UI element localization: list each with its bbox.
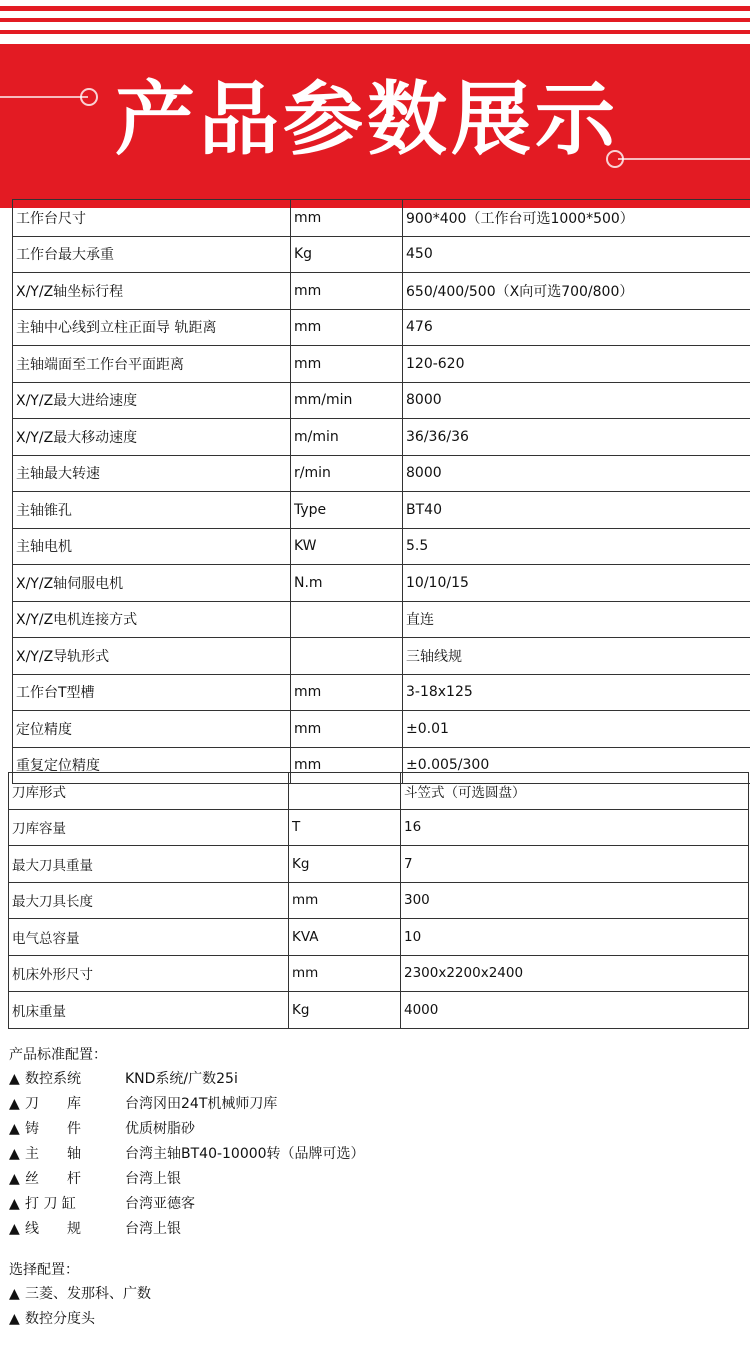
spec-row	[9, 809, 749, 846]
standard-config-list	[9, 1067, 365, 1242]
spec-param-cell: 主轴锥孔	[13, 492, 291, 529]
spec-table-secondary-body	[9, 773, 749, 1029]
spec-value-cell: 120-620	[403, 346, 750, 383]
config-item	[9, 1092, 365, 1117]
triangle-bullet-icon: ▲	[9, 1121, 20, 1137]
spec-unit-cell: mm	[291, 309, 403, 346]
spec-row	[13, 200, 750, 237]
spec-param-cell: 刀库形式	[9, 773, 289, 810]
config-item	[9, 1217, 365, 1242]
config-item-name: 刀 库	[25, 1096, 81, 1112]
spec-table-main	[12, 199, 750, 784]
config-item	[9, 1307, 151, 1332]
spec-unit-cell: Kg	[291, 236, 403, 273]
spec-value-cell: 4000	[401, 992, 749, 1029]
spec-unit-cell: mm	[291, 674, 403, 711]
config-item	[9, 1067, 365, 1092]
spec-unit-cell: KVA	[289, 919, 401, 956]
config-item-value: 台湾亚德客	[125, 1196, 195, 1212]
spec-row	[13, 309, 750, 346]
spec-row	[9, 882, 749, 919]
spec-value-cell: 7	[401, 846, 749, 883]
config-item-value: 优质树脂砂	[125, 1121, 195, 1137]
spec-param-cell: 主轴最大转速	[13, 455, 291, 492]
spec-value-cell: 2300x2200x2400	[401, 955, 749, 992]
spec-unit-cell	[289, 773, 401, 810]
spec-unit-cell	[291, 638, 403, 675]
spec-value-cell: BT40	[403, 492, 750, 529]
header-stripe-3	[0, 30, 750, 34]
spec-row	[13, 492, 750, 529]
spec-row	[9, 955, 749, 992]
spec-param-cell: 刀库容量	[9, 809, 289, 846]
spec-row	[13, 419, 750, 456]
spec-value-cell: 8000	[403, 455, 750, 492]
standard-config-heading: 产品标准配置：	[9, 1047, 107, 1063]
spec-row	[13, 565, 750, 602]
triangle-bullet-icon: ▲	[9, 1196, 20, 1212]
spec-unit-cell: N.m	[291, 565, 403, 602]
spec-param-cell: X/Y/Z最大移动速度	[13, 419, 291, 456]
config-item-name: 铸 件	[25, 1121, 81, 1137]
spec-row	[13, 674, 750, 711]
spec-value-cell: ±0.005/300	[403, 747, 750, 784]
spec-value-cell: 3-18x125	[403, 674, 750, 711]
spec-unit-cell: KW	[291, 528, 403, 565]
spec-param-cell: X/Y/Z轴坐标行程	[13, 273, 291, 310]
spec-row	[13, 382, 750, 419]
spec-unit-cell: mm	[291, 346, 403, 383]
config-item-name: 三菱、发那科、广数	[25, 1286, 151, 1302]
spec-param-cell: 工作台T型槽	[13, 674, 291, 711]
spec-param-cell: X/Y/Z最大进给速度	[13, 382, 291, 419]
triangle-bullet-icon: ▲	[9, 1071, 20, 1087]
decor-line-left	[0, 96, 88, 98]
spec-row	[9, 992, 749, 1029]
decor-ring-left	[80, 88, 98, 106]
spec-row	[9, 773, 749, 810]
spec-unit-cell	[291, 601, 403, 638]
spec-value-cell: 斗笠式（可选圆盘）	[401, 773, 749, 810]
spec-unit-cell: mm	[291, 711, 403, 748]
spec-value-cell: 450	[403, 236, 750, 273]
spec-row	[13, 273, 750, 310]
standard-config	[9, 1043, 365, 1242]
config-item	[9, 1142, 365, 1167]
spec-value-cell: 16	[401, 809, 749, 846]
config-item-name: 主 轴	[25, 1146, 81, 1162]
spec-unit-cell: T	[289, 809, 401, 846]
config-item-value: 台湾上银	[125, 1171, 181, 1187]
spec-row	[13, 346, 750, 383]
spec-param-cell: X/Y/Z电机连接方式	[13, 601, 291, 638]
spec-unit-cell: Kg	[289, 846, 401, 883]
decor-line-right	[618, 158, 750, 160]
spec-param-cell: 最大刀具重量	[9, 846, 289, 883]
spec-value-cell: 5.5	[403, 528, 750, 565]
spec-unit-cell: mm	[289, 882, 401, 919]
spec-unit-cell: mm/min	[291, 382, 403, 419]
spec-param-cell: 主轴端面至工作台平面距离	[13, 346, 291, 383]
spec-value-cell: ±0.01	[403, 711, 750, 748]
triangle-bullet-icon: ▲	[9, 1096, 20, 1112]
optional-config-list	[9, 1282, 151, 1332]
config-item-name: 打 刀 缸	[25, 1196, 76, 1212]
spec-row	[9, 919, 749, 956]
header-stripe-1	[0, 6, 750, 11]
spec-param-cell: 机床重量	[9, 992, 289, 1029]
spec-param-cell: 电气总容量	[9, 919, 289, 956]
config-item-value: KND系统/广数25i	[125, 1071, 238, 1087]
spec-unit-cell: r/min	[291, 455, 403, 492]
spec-unit-cell: mm	[291, 200, 403, 237]
page-title: 产品参数展示	[115, 73, 619, 166]
spec-param-cell: 机床外形尺寸	[9, 955, 289, 992]
spec-row	[13, 455, 750, 492]
spec-row	[13, 601, 750, 638]
spec-unit-cell: Kg	[289, 992, 401, 1029]
spec-param-cell: 主轴中心线到立柱正面导 轨距离	[13, 309, 291, 346]
spec-unit-cell: mm	[289, 955, 401, 992]
spec-param-cell: X/Y/Z轴伺服电机	[13, 565, 291, 602]
header-stripe-2	[0, 18, 750, 22]
triangle-bullet-icon: ▲	[9, 1146, 20, 1162]
spec-param-cell: 定位精度	[13, 711, 291, 748]
config-item-value: 台湾主轴BT40-10000转（品牌可选）	[125, 1146, 365, 1162]
spec-param-cell: 工作台最大承重	[13, 236, 291, 273]
config-item-name: 数控系统	[25, 1071, 81, 1087]
config-item	[9, 1167, 365, 1192]
spec-unit-cell: mm	[291, 747, 403, 784]
config-item-name: 丝 杆	[25, 1171, 81, 1187]
config-item-name: 数控分度头	[25, 1311, 95, 1327]
spec-param-cell: X/Y/Z导轨形式	[13, 638, 291, 675]
spec-unit-cell: Type	[291, 492, 403, 529]
spec-value-cell: 36/36/36	[403, 419, 750, 456]
triangle-bullet-icon: ▲	[9, 1221, 20, 1237]
optional-config	[9, 1258, 151, 1332]
optional-config-heading: 选择配置：	[9, 1262, 79, 1278]
spec-unit-cell: mm	[291, 273, 403, 310]
triangle-bullet-icon: ▲	[9, 1171, 20, 1187]
spec-value-cell: 10/10/15	[403, 565, 750, 602]
spec-row	[13, 236, 750, 273]
config-item	[9, 1282, 151, 1307]
title-banner	[0, 44, 750, 208]
spec-value-cell: 476	[403, 309, 750, 346]
spec-row	[13, 638, 750, 675]
spec-unit-cell: m/min	[291, 419, 403, 456]
config-item	[9, 1117, 365, 1142]
spec-value-cell: 直连	[403, 601, 750, 638]
config-item-value: 台湾冈田24T机械师刀库	[125, 1096, 278, 1112]
config-item	[9, 1192, 365, 1217]
spec-table-main-body	[13, 200, 750, 784]
spec-param-cell: 主轴电机	[13, 528, 291, 565]
triangle-bullet-icon: ▲	[9, 1286, 20, 1302]
spec-param-cell: 最大刀具长度	[9, 882, 289, 919]
config-item-name: 线 规	[25, 1221, 81, 1237]
config-item-value: 台湾上银	[125, 1221, 181, 1237]
spec-value-cell: 900*400（工作台可选1000*500）	[403, 200, 750, 237]
spec-value-cell: 650/400/500（X向可选700/800）	[403, 273, 750, 310]
spec-value-cell: 300	[401, 882, 749, 919]
spec-row	[9, 846, 749, 883]
spec-row	[13, 528, 750, 565]
spec-value-cell: 8000	[403, 382, 750, 419]
spec-row	[13, 711, 750, 748]
spec-table-secondary	[8, 772, 749, 1029]
triangle-bullet-icon: ▲	[9, 1311, 20, 1327]
spec-value-cell: 10	[401, 919, 749, 956]
spec-param-cell: 工作台尺寸	[13, 200, 291, 237]
spec-value-cell: 三轴线规	[403, 638, 750, 675]
spec-param-cell: 重复定位精度	[13, 747, 291, 784]
